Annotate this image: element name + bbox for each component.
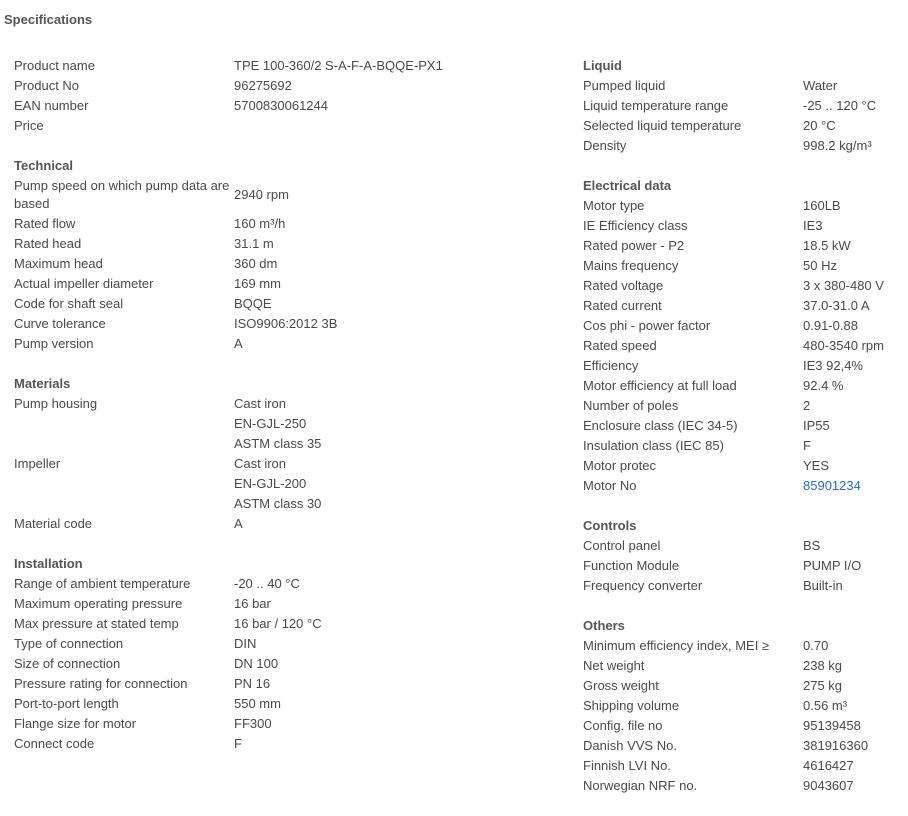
spec-label: Gross weight bbox=[583, 678, 659, 693]
spec-value: 169 mm bbox=[234, 276, 281, 291]
spec-label: IE Efficiency class bbox=[583, 218, 688, 233]
spec-value: 31.1 m bbox=[234, 236, 274, 251]
spec-label: Frequency converter bbox=[583, 578, 703, 593]
spec-row bbox=[583, 216, 903, 236]
spec-value: 16 bar / 120 °C bbox=[234, 616, 322, 631]
spec-row bbox=[583, 276, 903, 296]
spec-row bbox=[14, 434, 574, 454]
spec-label bbox=[14, 414, 234, 434]
spec-value: Cast iron bbox=[234, 456, 287, 471]
spec-label: Rated power - P2 bbox=[583, 238, 685, 253]
spec-row bbox=[583, 636, 903, 656]
spec-value: IE3 bbox=[803, 218, 823, 233]
spec-value: EN-GJL-200 bbox=[234, 476, 307, 491]
spec-label: Mains frequency bbox=[583, 258, 679, 273]
spec-row bbox=[583, 356, 903, 376]
spec-row bbox=[14, 394, 574, 414]
spec-row bbox=[14, 714, 574, 734]
spec-label: Pumped liquid bbox=[583, 78, 666, 93]
spec-label: Rated speed bbox=[583, 338, 657, 353]
spec-label bbox=[14, 434, 234, 454]
spec-label: Size of connection bbox=[14, 656, 121, 671]
spec-row bbox=[583, 236, 903, 256]
spec-value: IP55 bbox=[803, 418, 830, 433]
spec-value: YES bbox=[803, 458, 830, 473]
spec-row bbox=[583, 196, 903, 216]
controls-section bbox=[583, 516, 903, 596]
section-title: Materials bbox=[14, 376, 71, 391]
spec-value: 50 Hz bbox=[803, 258, 837, 273]
spec-value: 360 dm bbox=[234, 256, 278, 271]
spec-row bbox=[583, 556, 903, 576]
spec-value: PN 16 bbox=[234, 676, 271, 691]
spec-value: BS bbox=[803, 538, 821, 553]
spec-row bbox=[14, 176, 574, 214]
spec-value: -20 .. 40 °C bbox=[234, 576, 300, 591]
spec-value: 2 bbox=[803, 398, 811, 413]
spec-row bbox=[14, 494, 574, 514]
general-section bbox=[14, 56, 574, 136]
spec-value: EN-GJL-250 bbox=[234, 416, 307, 431]
spec-value: 238 kg bbox=[803, 658, 843, 673]
spec-value: 275 kg bbox=[803, 678, 843, 693]
spec-row bbox=[14, 634, 574, 654]
spec-label: Motor type bbox=[583, 198, 645, 213]
spec-value: 16 bar bbox=[234, 596, 271, 611]
spec-label: Curve tolerance bbox=[14, 316, 106, 331]
spec-value: F bbox=[803, 438, 811, 453]
spec-row bbox=[14, 314, 574, 334]
spec-value: 5700830061244 bbox=[234, 98, 328, 113]
spec-value: 550 mm bbox=[234, 696, 281, 711]
spec-row bbox=[14, 294, 574, 314]
spec-value: 9043607 bbox=[803, 778, 854, 793]
section-title: Technical bbox=[14, 158, 74, 173]
spec-label bbox=[14, 474, 234, 494]
spec-value: 480-3540 rpm bbox=[803, 338, 884, 353]
spec-row bbox=[583, 376, 903, 396]
spec-label: Range of ambient temperature bbox=[14, 576, 191, 591]
spec-value: 18.5 kW bbox=[803, 238, 851, 253]
spec-value: 998.2 kg/m³ bbox=[803, 138, 872, 153]
spec-value: 2940 rpm bbox=[234, 187, 289, 202]
spec-row bbox=[583, 96, 903, 116]
spec-value: 95139458 bbox=[803, 718, 861, 733]
spec-label: Efficiency bbox=[583, 358, 639, 373]
spec-label: Selected liquid temperature bbox=[583, 118, 742, 133]
spec-value: PUMP I/O bbox=[803, 558, 862, 573]
spec-value: 96275692 bbox=[234, 78, 292, 93]
spec-label: Rated current bbox=[583, 298, 662, 313]
spec-row bbox=[583, 716, 903, 736]
spec-label: Port-to-port length bbox=[14, 696, 119, 711]
spec-label: Product No bbox=[14, 78, 80, 93]
spec-label: Liquid temperature range bbox=[583, 98, 729, 113]
spec-value: 160LB bbox=[803, 198, 841, 213]
spec-label: Pressure rating for connection bbox=[14, 676, 188, 691]
spec-row bbox=[14, 674, 574, 694]
left-column bbox=[14, 56, 574, 774]
spec-label: Material code bbox=[14, 516, 93, 531]
spec-row bbox=[583, 456, 903, 476]
spec-label: Net weight bbox=[583, 658, 645, 673]
spec-row bbox=[583, 656, 903, 676]
spec-row bbox=[583, 116, 903, 136]
spec-value: 0.91-0.88 bbox=[803, 318, 858, 333]
spec-value: A bbox=[234, 516, 243, 531]
spec-row bbox=[583, 296, 903, 316]
spec-row bbox=[14, 734, 574, 754]
spec-label: Enclosure class (IEC 34-5) bbox=[583, 418, 738, 433]
spec-label: Finnish LVI No. bbox=[583, 758, 671, 773]
spec-value: ASTM class 30 bbox=[234, 496, 322, 511]
spec-row bbox=[14, 514, 574, 534]
section-title: Others bbox=[583, 618, 625, 633]
spec-value: 0.70 bbox=[803, 638, 829, 653]
spec-row bbox=[583, 76, 903, 96]
spec-label: Type of connection bbox=[14, 636, 124, 651]
spec-label: Shipping volume bbox=[583, 698, 680, 713]
spec-value: 0.56 m³ bbox=[803, 698, 848, 713]
spec-row bbox=[583, 576, 903, 596]
spec-row bbox=[583, 416, 903, 436]
spec-value: IE3 92,4% bbox=[803, 358, 863, 373]
spec-label: Motor efficiency at full load bbox=[583, 378, 737, 393]
spec-label: Density bbox=[583, 138, 627, 153]
spec-value: F bbox=[234, 736, 242, 751]
spec-value: 3 x 380-480 V bbox=[803, 278, 884, 293]
spec-label: Pump version bbox=[14, 336, 94, 351]
spec-value: 20 °C bbox=[803, 118, 836, 133]
spec-value: FF300 bbox=[234, 716, 272, 731]
spec-value: DIN bbox=[234, 636, 257, 651]
spec-row bbox=[14, 654, 574, 674]
section-title: Liquid bbox=[583, 58, 622, 73]
spec-row-ean bbox=[14, 96, 574, 116]
spec-label: Motor No bbox=[583, 478, 637, 493]
spec-label: Function Module bbox=[583, 558, 680, 573]
spec-row bbox=[14, 254, 574, 274]
spec-value: BQQE bbox=[234, 296, 272, 311]
spec-label: Config. file no bbox=[583, 718, 663, 733]
liquid-section bbox=[583, 56, 903, 156]
spec-label: Product name bbox=[14, 58, 95, 73]
spec-label: EAN number bbox=[14, 98, 89, 113]
spec-row bbox=[583, 436, 903, 456]
spec-label bbox=[14, 494, 234, 514]
spec-row bbox=[14, 214, 574, 234]
spec-row bbox=[14, 614, 574, 634]
spec-label: Danish VVS No. bbox=[583, 738, 677, 753]
spec-row bbox=[14, 234, 574, 254]
spec-row bbox=[583, 316, 903, 336]
spec-label: Cos phi - power factor bbox=[583, 318, 711, 333]
spec-label: Price bbox=[14, 118, 44, 133]
spec-value: Water bbox=[803, 78, 838, 93]
spec-row bbox=[14, 694, 574, 714]
spec-label: Pump housing bbox=[14, 396, 98, 411]
spec-label: Flange size for motor bbox=[14, 716, 137, 731]
spec-row bbox=[14, 334, 574, 354]
spec-row bbox=[583, 396, 903, 416]
spec-row bbox=[583, 736, 903, 756]
spec-row bbox=[583, 756, 903, 776]
electrical-section bbox=[583, 176, 903, 496]
page-title: Specifications bbox=[4, 12, 93, 27]
spec-value: ISO9906:2012 3B bbox=[234, 316, 338, 331]
spec-label: Actual impeller diameter bbox=[14, 276, 154, 291]
spec-row bbox=[583, 696, 903, 716]
spec-value: 92.4 % bbox=[803, 378, 844, 393]
spec-label: Connect code bbox=[14, 736, 95, 751]
spec-label: Rated head bbox=[14, 236, 82, 251]
spec-value: Built-in bbox=[803, 578, 843, 593]
spec-row bbox=[583, 336, 903, 356]
spec-label: Norwegian NRF no. bbox=[583, 778, 698, 793]
spec-row bbox=[14, 274, 574, 294]
spec-value: A bbox=[234, 336, 243, 351]
spec-row bbox=[583, 676, 903, 696]
spec-row-product-no bbox=[14, 76, 574, 96]
installation-section bbox=[14, 554, 574, 754]
section-title: Electrical data bbox=[583, 178, 672, 193]
spec-row bbox=[583, 776, 903, 796]
technical-section bbox=[14, 156, 574, 354]
spec-value: TPE 100-360/2 S-A-F-A-BQQE-PX1 bbox=[234, 58, 443, 73]
spec-label: Number of poles bbox=[583, 398, 679, 413]
spec-label: Minimum efficiency index, MEI ≥ bbox=[583, 638, 770, 653]
spec-value: 4616427 bbox=[803, 758, 854, 773]
right-column bbox=[583, 56, 903, 816]
spec-value: DN 100 bbox=[234, 656, 279, 671]
spec-value: ASTM class 35 bbox=[234, 436, 322, 451]
spec-row bbox=[583, 136, 903, 156]
spec-label: Motor protec bbox=[583, 458, 656, 473]
spec-row bbox=[583, 536, 903, 556]
spec-label: Rated voltage bbox=[583, 278, 664, 293]
spec-value: 381916360 bbox=[803, 738, 869, 753]
spec-row-price bbox=[14, 116, 574, 136]
spec-label: Insulation class (IEC 85) bbox=[583, 438, 724, 453]
section-title: Controls bbox=[583, 518, 637, 533]
spec-label: Rated flow bbox=[14, 216, 76, 231]
others-section bbox=[583, 616, 903, 796]
spec-row-product-name bbox=[14, 56, 574, 76]
materials-section bbox=[14, 374, 574, 534]
motor-no-link[interactable]: 85901234 bbox=[803, 478, 861, 493]
spec-value: -25 .. 120 °C bbox=[803, 98, 877, 113]
spec-row bbox=[14, 594, 574, 614]
spec-row-motor-no bbox=[583, 476, 903, 496]
spec-value: Cast iron bbox=[234, 396, 287, 411]
spec-label: Impeller bbox=[14, 456, 61, 471]
spec-label: Code for shaft seal bbox=[14, 296, 124, 311]
spec-label: Maximum head bbox=[14, 256, 103, 271]
spec-label: Maximum operating pressure bbox=[14, 596, 183, 611]
spec-row bbox=[14, 574, 574, 594]
spec-value: 37.0-31.0 A bbox=[803, 298, 870, 313]
spec-row bbox=[14, 474, 574, 494]
spec-value: 160 m³/h bbox=[234, 216, 286, 231]
spec-label: Control panel bbox=[583, 538, 661, 553]
section-title: Installation bbox=[14, 556, 83, 571]
spec-row bbox=[14, 414, 574, 434]
spec-label: Max pressure at stated temp bbox=[14, 616, 179, 631]
spec-label: Pump speed on which pump data are based bbox=[14, 178, 230, 211]
spec-row bbox=[583, 256, 903, 276]
spec-row bbox=[14, 454, 574, 474]
